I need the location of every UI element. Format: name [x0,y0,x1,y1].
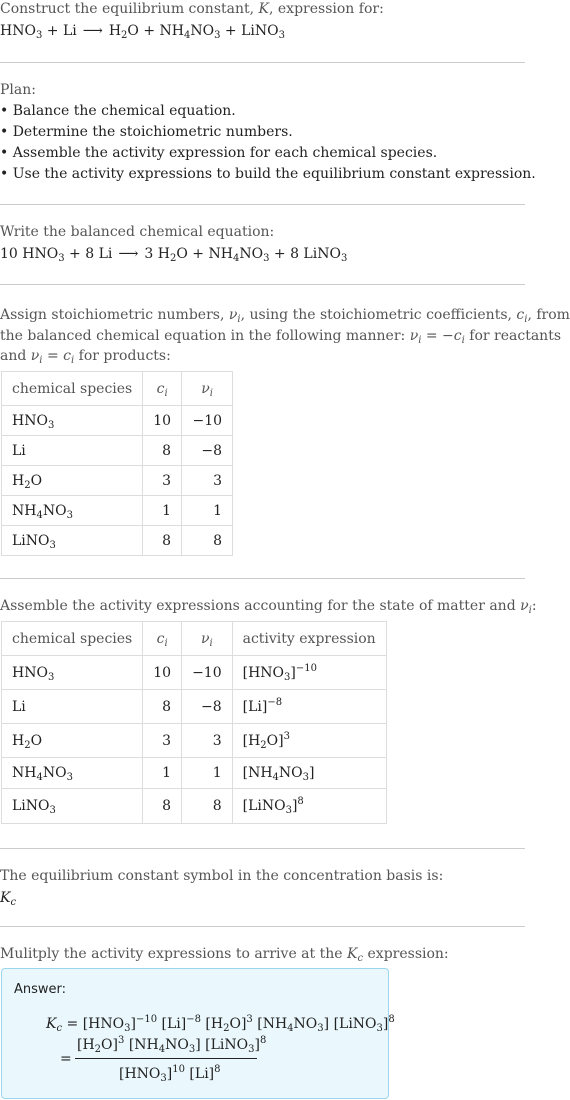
unbalanced-equation: $HNO_3 + Li$ ⟶ $H_2O + NH_4NO_3$ + LiNO$_3$ [0,23,286,41]
plan-item: • Determine the stoichiometric numbers. [0,124,293,140]
nui-cell: 8 [182,789,233,824]
ci-cell: 8 [143,436,182,466]
col-activity: activity expression [232,622,386,656]
product-h2o: $H_2O$ [108,23,139,41]
species-cell: LiNO$_3$ [2,789,143,824]
answer-label: Answer: [14,982,67,997]
divider [0,284,525,285]
nui-cell: 1 [182,496,233,526]
col-species: chemical species [2,372,143,406]
species-cell: $NH_4NO_3$ [2,758,143,789]
ci-cell: 8 [143,690,182,724]
intro-text [0,0,384,18]
stoich-text-2: the balanced chemical equation in the following manner: $\nu_i = -c_i$ for reactants [0,328,562,346]
activity-cell: $[H_2O]^3$ [232,724,386,758]
divider [0,204,525,205]
species-cell: $H_2O$ [2,466,143,496]
nui-cell: −8 [182,690,233,724]
activity-cell: [LiNO$_3$]$^8$ [232,789,386,824]
activity-cell: $[HNO_3]^{-10}$ [232,656,386,690]
ci-cell: 10 [143,406,182,436]
col-ci: $c_i$ [143,622,182,656]
symbol-text: The equilibrium constant symbol in the concentration basis is: [0,868,444,884]
balanced-equation: 10 $HNO_3 + 8$ Li ⟶ 3 $H_2O + NH_4NO_3 + 8$ LiNO$_3$ [0,246,348,264]
nui-cell: 8 [182,526,233,556]
activity-cell: $[Li]^{-8}$ [232,690,386,724]
species-cell: $NH_4NO_3$ [2,496,143,526]
table-row [2,724,387,758]
nui-cell: −10 [182,656,233,690]
species-cell: Li [2,690,143,724]
col-nui: $\nu_i$ [182,372,233,406]
product-lino3: LiNO$_3$ [241,23,286,41]
species-cell: $HNO_3$ [2,406,143,436]
intro-suffix: , expression for: [269,1,384,17]
nui-cell: 1 [182,758,233,789]
activity-cell: $[NH_4NO_3]$ [232,758,386,789]
plan-item: • Assemble the activity expression for each chemical species. [0,145,438,161]
equals-sign: = [60,1051,72,1067]
plan-item: • Balance the chemical equation. [0,103,236,119]
ci-cell: 10 [143,656,182,690]
ci-cell: 3 [143,724,182,758]
table-row [2,656,387,690]
table-row [2,466,233,496]
nui-cell: 3 [182,724,233,758]
balanced-title: Write the balanced chemical equation: [0,224,275,240]
col-nui: $\nu_i$ [182,622,233,656]
intro-prefix: Construct the equilibrium constant, [0,1,259,17]
species-cell: $HNO_3$ [2,656,143,690]
table-row [2,526,233,556]
table-row [2,406,233,436]
nui-cell: 3 [182,466,233,496]
divider [0,926,525,927]
reactant-li: Li [62,23,77,39]
table-row [2,758,387,789]
stoich-text-3: and $\nu_i = c_i$ for products: [0,348,171,366]
col-species: chemical species [2,622,143,656]
answer-box [1,968,395,1099]
stoich-table [1,371,233,556]
table-row [2,690,387,724]
divider [0,578,525,579]
divider [0,62,525,63]
activity-text: Assemble the activity expressions accounting for the state of matter and $\nu_i$: [0,598,537,616]
multiply-text: Mulitply the activity expressions to arrive at the $K_c$ expression: [0,946,449,964]
stoich-text-1: Assign stoichiometric numbers, $\nu_i$, using the stoichiometric coefficients, $c_i$, from [0,307,570,325]
ci-cell: 8 [143,789,182,824]
fraction-numerator: $[H_2O]^3$ $[NH_4NO_3]$ [LiNO$_3$]$^8$ [77,1035,267,1055]
plan-title: Plan: [0,82,36,98]
kc-symbol: $K_c$ [0,890,17,908]
col-ci: $c_i$ [143,372,182,406]
table-row [2,789,387,824]
reaction-arrow: ⟶ [82,23,103,39]
nui-cell: −10 [182,406,233,436]
ci-cell: 1 [143,496,182,526]
nui-cell: −8 [182,436,233,466]
ci-cell: 3 [143,466,182,496]
divider [0,848,525,849]
table-row [2,496,233,526]
activity-table [1,621,387,824]
species-cell: Li [2,436,143,466]
table-row [2,436,233,466]
ci-cell: 1 [143,758,182,789]
plan-item: • Use the activity expressions to build the equilibrium constant expression. [0,166,536,182]
reactant-hno3: $HNO_3$ [0,23,43,41]
fraction-bar [75,1058,257,1059]
species-cell: $H_2O$ [2,724,143,758]
species-cell: LiNO$_3$ [2,526,143,556]
answer-line-1: $K_c = [HNO_3]^{-10}$ $[Li]^{-8}$ $[H_2O]^3$ $[NH_4NO_3]$ [LiNO$_3$]$^8$ [46,1014,395,1034]
k-symbol: K [258,1,269,17]
product-nh4no3: $NH_4NO_3$ [159,23,221,41]
ci-cell: 8 [143,526,182,556]
fraction-denominator: $[HNO_3]^{10}$ $[Li]^8$ [119,1064,221,1084]
